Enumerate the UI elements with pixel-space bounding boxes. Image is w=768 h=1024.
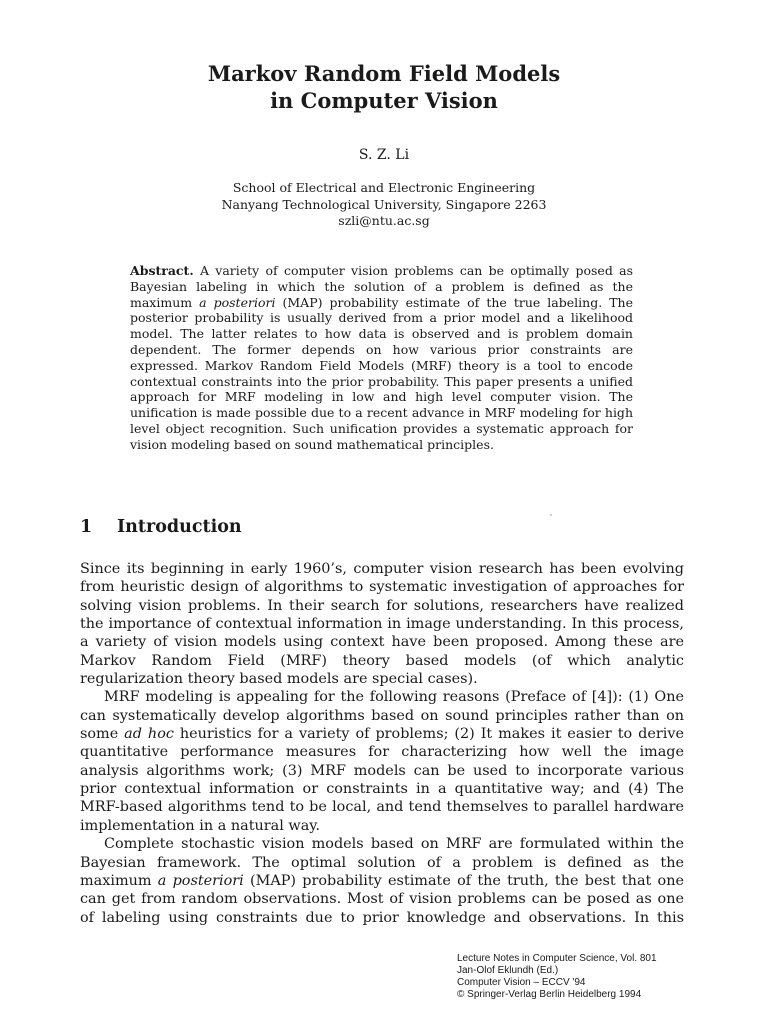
abstract-text-emphasis: a posteriori <box>199 294 276 310</box>
section-number: 1 <box>80 517 93 537</box>
publication-footer <box>457 953 697 1001</box>
paragraph-1: Since its beginning in early 1960’s, computer vision research has been evolving from heuristic design of algorithms to systematic investigation of approaches for solving vision problems. In their search for solutions, researchers have realized the importance of contextual information in image understanding. In this process, a variety of vision models using context have been proposed. Among these are Markov Random Field (MRF) theory based models (of which analytic regularization theory based models are special cases). <box>80 561 684 688</box>
abstract-text-a: A variety of computer vision problems can be optimally posed as Bayesian labeling in which the solution of a problem is defined as the maximum <box>130 263 633 310</box>
abstract-label: Abstract. <box>130 263 194 278</box>
paragraph-2 <box>80 688 684 835</box>
paragraph-3 <box>80 835 684 927</box>
abstract <box>130 263 633 453</box>
paper-title <box>0 60 768 114</box>
section-title: Introduction <box>117 517 242 537</box>
paragraph-3-b: (MAP) probability estimate of the truth, the best that one can get from random observations. Most of vision problems can be posed as one of labeling using constraints due to prior knowledge and observations. In this <box>80 872 684 926</box>
footer-proceedings: Computer Vision – ECCV '94 <box>457 977 586 988</box>
paragraph-2-b: heuristics for a variety of problems; (2) It makes it easier to derive quantitative performance measures for characterizing how well the image analysis algorithms work; (3) MRF models can be used to incorporate various prior contextual information or constraints in a quantitative way; and (4) The MRF-based algorithms tend to be local, and tend themselves to parallel hardware implementation in a natural way. <box>80 726 684 834</box>
footer-copyright: © Springer-Verlag Berlin Heidelberg 1994 <box>457 989 642 1000</box>
title-line-1: Markov Random Field Models <box>207 61 561 86</box>
author-name: S. Z. Li <box>358 147 410 163</box>
author-email: szli@ntu.ac.sg <box>338 213 430 228</box>
title-line-2: in Computer Vision <box>270 88 498 113</box>
affiliation <box>0 180 768 230</box>
affiliation-university: Nanyang Technological University, Singapore 2263 <box>221 196 547 212</box>
footer-series: Lecture Notes in Computer Science, Vol. 801 <box>457 953 657 964</box>
introduction-body <box>80 560 684 927</box>
paragraph-3-emphasis: a posteriori <box>157 872 244 889</box>
affiliation-school: School of Electrical and Electronic Engineering <box>232 180 536 195</box>
section-heading <box>80 517 242 537</box>
scan-speck <box>550 514 552 516</box>
abstract-text-b: (MAP) probability estimate of the true labeling. The posterior probability is usually derived from a prior model and a likelihood model. The latter relates to how data is observed and is problem domain dependent. The former depends on how various prior constraints are expressed. Markov Random Field Models (MRF) theory is a tool to encode contextual constraints into the prior probability. This paper presents a unified approach for MRF modeling in low and high level computer vision. The unification is made possible due to a recent advance in MRF modeling for high level object recognition. Such unification provides a systematic approach for vision modeling based on sound mathematical principles. <box>130 294 633 452</box>
footer-editor: Jan-Olof Eklundh (Ed.) <box>457 965 559 976</box>
paragraph-2-emphasis: ad hoc <box>124 726 174 743</box>
paragraph-3-a: Complete stochastic vision models based on MRF are formulated within the Bayesian framework. The optimal solution of a problem is defined as the maximum <box>80 836 684 889</box>
paragraph-2-a: MRF modeling is appealing for the following reasons (Preface of [4]): (1) One can systematically develop algorithms based on sound principles rather than on some <box>80 689 684 743</box>
